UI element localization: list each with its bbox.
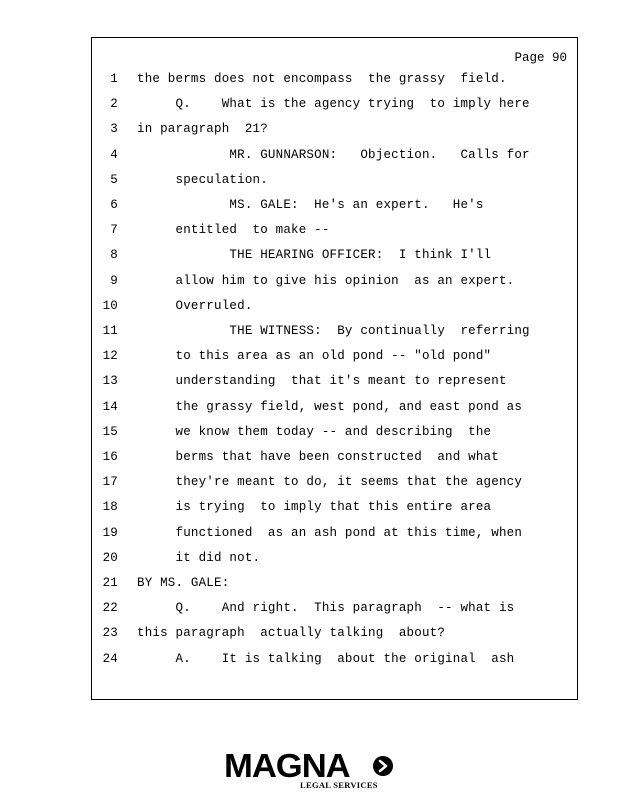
line-number: 15 [102,424,118,439]
line-text: is trying to imply that this entire area [137,500,492,515]
line-text: they're meant to do, it seems that the agency [137,475,523,490]
line-text: in paragraph 21? [137,122,268,137]
line-text: MR. GUNNARSON: Objection. Calls for [137,147,530,162]
logo-subtitle: LEGAL SERVICES [300,780,378,790]
line-number: 14 [102,399,118,414]
logo-wordmark: MAGNA [224,747,350,784]
line-number: 7 [110,223,118,238]
line-number: 23 [102,626,118,641]
line-text: berms that have been constructed and what [137,450,499,464]
arrow-circle-icon [372,755,394,777]
line-text: the grassy field, west pond, and east pond as [137,399,523,414]
line-number: 2 [110,97,118,112]
line-text: functioned as an ash pond at this time, when [137,525,523,540]
line-number: 11 [102,324,118,338]
line-number: 16 [102,450,118,464]
line-text: the berms does not encompass the grassy field. [137,72,507,86]
line-text: understanding that it's meant to represent [137,374,507,389]
line-text: Q. What is the agency trying to imply here [137,97,530,112]
line-number: 5 [110,172,118,187]
line-text: to this area as an old pond -- "old pond" [137,349,492,364]
line-number: 9 [110,273,118,288]
magna-logo [224,749,399,794]
line-text: allow him to give his opinion as an expert. [137,273,515,288]
line-text: BY MS. GALE: [137,576,230,590]
line-number: 18 [102,500,118,515]
line-number: 4 [110,147,118,162]
page-number: Page 90 [514,51,567,65]
line-text: we know them today -- and describing the [137,424,492,439]
transcript-page [91,37,578,700]
line-number: 13 [102,374,118,389]
line-number: 12 [102,349,118,364]
line-number: 6 [110,198,118,212]
line-number: 20 [102,550,118,565]
line-text: Q. And right. This paragraph -- what is [137,601,515,616]
line-text: speculation. [137,172,268,187]
line-text: Overruled. [137,298,253,313]
line-number: 1 [110,72,118,86]
line-number: 24 [102,651,118,666]
line-number: 17 [102,475,118,490]
line-text: this paragraph actually talking about? [137,626,446,641]
line-text: THE WITNESS: By continually referring [137,324,530,338]
line-text: entitled to make -- [137,223,330,238]
line-text: MS. GALE: He's an expert. He's [137,198,484,212]
line-number: 3 [110,122,118,137]
line-number: 19 [102,525,118,540]
line-number: 10 [102,298,118,313]
line-number: 21 [102,576,118,590]
line-text: THE HEARING OFFICER: I think I'll [137,248,492,263]
line-number: 8 [110,248,118,263]
line-text: A. It is talking about the original ash [137,651,515,666]
line-number: 22 [102,601,118,616]
line-text: it did not. [137,550,261,565]
